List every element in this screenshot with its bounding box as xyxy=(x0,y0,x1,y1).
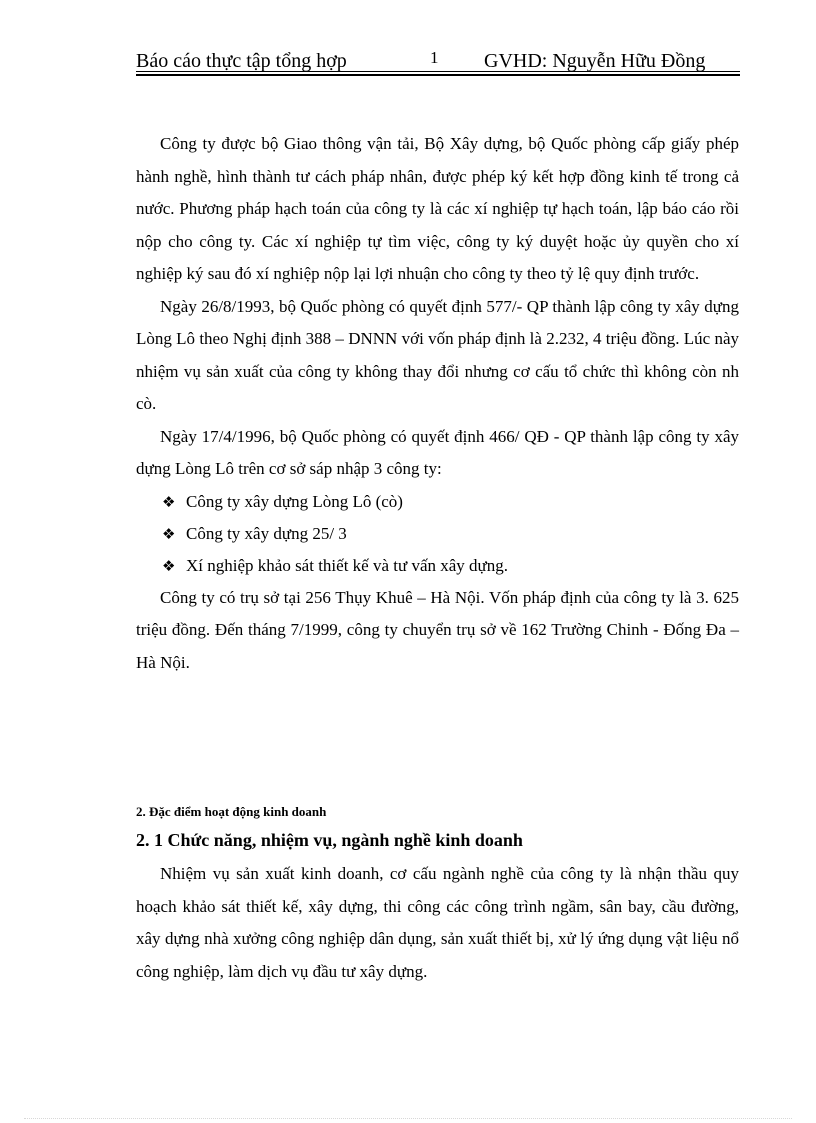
section-body xyxy=(136,858,739,988)
document-body xyxy=(136,128,739,679)
footer-divider xyxy=(24,1118,792,1119)
paragraph-licensing: Công ty được bộ Giao thông vận tải, Bộ Xây dựng, bộ Quốc phòng cấp giấy phép hành nghề, hình thành tư cách pháp nhân, được phép ký kết hợp đồng kinh tế trong cả nước. Phương pháp hạch toán của công ty là các xí nghiệp tự hạch toán, lập báo cáo rồi nộp cho công ty. Các xí nghiệp tự tìm việc, công ty ký duyệt hoặc ủy quyền cho xí nghiệp ký sau đó xí nghiệp nộp lại lợi nhuận cho công ty theo tỷ lệ quy định trước. xyxy=(136,134,739,283)
page-header xyxy=(136,48,740,76)
paragraph-1996-decision: Ngày 17/4/1996, bộ Quốc phòng có quyết định 466/ QĐ - QP thành lập công ty xây dựng Lòng Lô trên cơ sở sáp nhập 3 công ty: xyxy=(136,426,739,478)
header-report-title: Báo cáo thực tập tổng hợp xyxy=(136,50,347,72)
subsection-heading: 2. 1 Chức năng, nhiệm vụ, ngành nghề kinh doanh xyxy=(136,830,523,850)
section-heading: 2. Đặc điểm hoạt động kinh doanh xyxy=(136,804,327,819)
diamond-bullet-icon: ❖ xyxy=(162,524,176,543)
header-underline xyxy=(136,71,740,72)
list-item: ❖ Công ty xây dựng 25/ 3 xyxy=(162,518,739,550)
header-page-number: 1 xyxy=(430,48,439,67)
merged-companies-list xyxy=(136,486,739,582)
header-supervisor: GVHD: Nguyễn Hữu Đồng xyxy=(484,50,706,72)
paragraph-1993-decision: Ngày 26/8/1993, bộ Quốc phòng có quyết định 577/- QP thành lập công ty xây dựng Lòng Lô theo Nghị định 388 – DNNN với vốn pháp định là 2.232, 4 triệu đồng. Lúc này nhiệm vụ sản xuất của công ty không thay đổi nhưng cơ cấu tổ chức thì không còn nh cò. xyxy=(136,296,739,413)
list-item: ❖ Xí nghiệp khảo sát thiết kế và tư vấn xây dựng. xyxy=(162,550,739,582)
paragraph-headquarters: Công ty có trụ sở tại 256 Thụy Khuê – Hà Nội. Vốn pháp định của công ty là 3. 625 triệu đồng. Đến tháng 7/1999, công ty chuyển trụ sở về 162 Trường Chinh - Đống Đa – Hà Nội. xyxy=(136,587,739,672)
paragraph-business-scope: Nhiệm vụ sản xuất kinh doanh, cơ cấu ngành nghề của công ty là nhận thầu quy hoạch khảo sát thiết kế, xây dựng, thi công các công trình ngầm, sân bay, cầu đường, xây dựng nhà xưởng công nghiệp dân dụng, sản xuất thiết bị, xử lý ứng dụng vật liệu nổ công nghiệp, làm dịch vụ đầu tư xây dựng. xyxy=(136,864,739,981)
diamond-bullet-icon: ❖ xyxy=(162,556,176,575)
list-item: ❖ Công ty xây dựng Lòng Lô (cò) xyxy=(162,486,739,518)
diamond-bullet-icon: ❖ xyxy=(162,492,176,511)
